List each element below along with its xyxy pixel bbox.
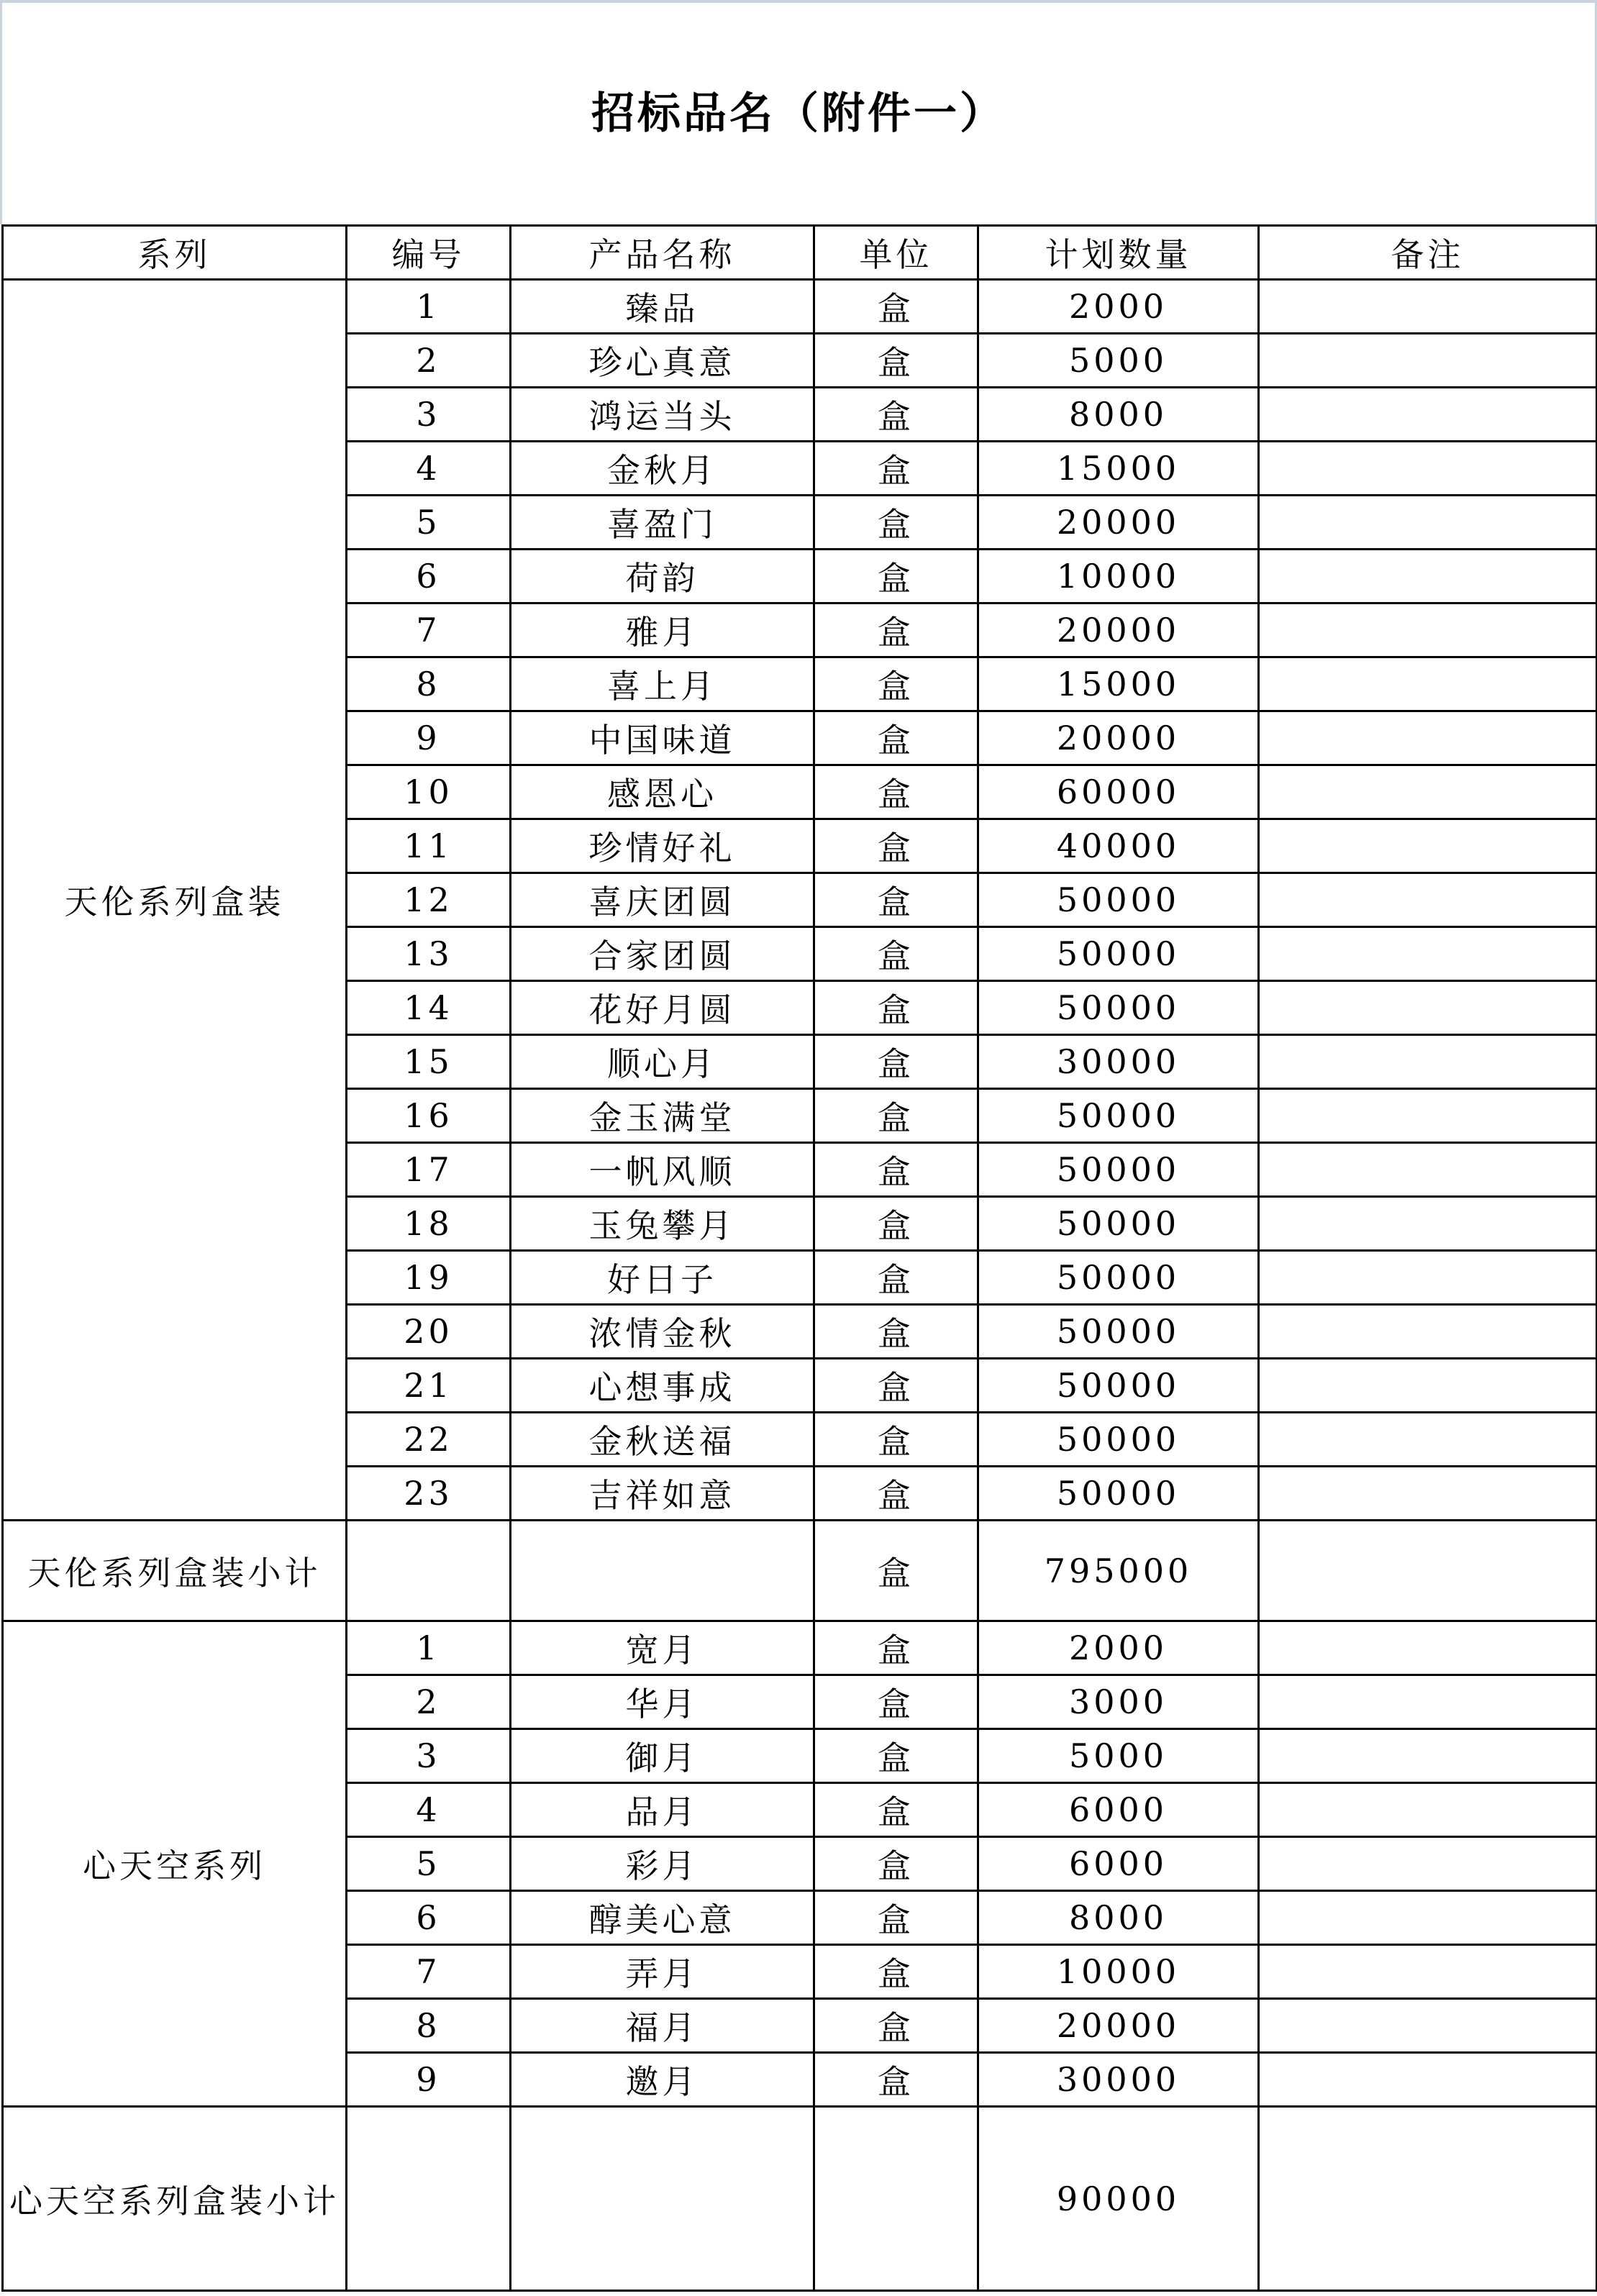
subtotal-name — [511, 2107, 814, 2291]
cell-no: 2 — [347, 1675, 511, 1729]
cell-no: 23 — [347, 1467, 511, 1521]
cell-unit: 盒 — [814, 873, 978, 927]
page-title: 招标品名（附件一） — [591, 88, 1006, 139]
cell-name: 珍心真意 — [511, 334, 814, 388]
cell-name: 心想事成 — [511, 1359, 814, 1413]
cell-qty: 10000 — [978, 1945, 1259, 1999]
cell-qty: 60000 — [978, 765, 1259, 819]
cell-note — [1259, 657, 1597, 711]
cell-name: 金秋月 — [511, 442, 814, 496]
cell-name: 合家团圆 — [511, 927, 814, 981]
subtotal-no — [347, 1521, 511, 1621]
cell-unit: 盒 — [814, 496, 978, 550]
cell-name: 金玉满堂 — [511, 1089, 814, 1143]
cell-no: 4 — [347, 442, 511, 496]
series-cell: 天伦系列盒装 — [3, 280, 347, 1521]
subtotal-label: 心天空系列盒装小计 — [3, 2107, 347, 2291]
cell-no: 13 — [347, 927, 511, 981]
cell-qty: 50000 — [978, 927, 1259, 981]
cell-name: 喜庆团圆 — [511, 873, 814, 927]
cell-unit: 盒 — [814, 1621, 978, 1675]
cell-no: 14 — [347, 981, 511, 1035]
cell-no: 16 — [347, 1089, 511, 1143]
header-unit: 单位 — [814, 226, 978, 280]
cell-name: 中国味道 — [511, 711, 814, 765]
cell-name: 臻品 — [511, 280, 814, 334]
cell-name: 御月 — [511, 1729, 814, 1783]
cell-no: 8 — [347, 657, 511, 711]
cell-no: 22 — [347, 1413, 511, 1467]
header-product-name: 产品名称 — [511, 226, 814, 280]
cell-qty: 20000 — [978, 711, 1259, 765]
cell-unit: 盒 — [814, 657, 978, 711]
cell-qty: 6000 — [978, 1837, 1259, 1891]
cell-no: 18 — [347, 1197, 511, 1251]
cell-name: 浓情金秋 — [511, 1305, 814, 1359]
header-series: 系列 — [3, 226, 347, 280]
cell-name: 顺心月 — [511, 1035, 814, 1089]
cell-qty: 5000 — [978, 1729, 1259, 1783]
cell-note — [1259, 711, 1597, 765]
cell-name: 彩月 — [511, 1837, 814, 1891]
cell-unit: 盒 — [814, 1359, 978, 1413]
cell-no: 5 — [347, 496, 511, 550]
cell-note — [1259, 1089, 1597, 1143]
cell-name: 华月 — [511, 1675, 814, 1729]
cell-qty: 2000 — [978, 1621, 1259, 1675]
cell-unit: 盒 — [814, 711, 978, 765]
cell-name: 醇美心意 — [511, 1891, 814, 1945]
cell-note — [1259, 1837, 1597, 1891]
cell-qty: 2000 — [978, 280, 1259, 334]
cell-note — [1259, 334, 1597, 388]
cell-qty: 40000 — [978, 819, 1259, 873]
cell-no: 12 — [347, 873, 511, 927]
cell-note — [1259, 388, 1597, 442]
cell-unit: 盒 — [814, 981, 978, 1035]
cell-unit: 盒 — [814, 334, 978, 388]
cell-note — [1259, 1467, 1597, 1521]
cell-qty: 20000 — [978, 496, 1259, 550]
cell-note — [1259, 927, 1597, 981]
cell-qty: 20000 — [978, 603, 1259, 657]
cell-note — [1259, 1999, 1597, 2053]
cell-unit: 盒 — [814, 1999, 978, 2053]
cell-name: 花好月圆 — [511, 981, 814, 1035]
cell-qty: 20000 — [978, 1999, 1259, 2053]
cell-note — [1259, 1251, 1597, 1305]
cell-name: 珍情好礼 — [511, 819, 814, 873]
cell-qty: 15000 — [978, 442, 1259, 496]
cell-qty: 8000 — [978, 388, 1259, 442]
cell-no: 9 — [347, 711, 511, 765]
cell-note — [1259, 1035, 1597, 1089]
cell-no: 7 — [347, 603, 511, 657]
cell-name: 好日子 — [511, 1251, 814, 1305]
cell-no: 3 — [347, 388, 511, 442]
cell-unit: 盒 — [814, 388, 978, 442]
cell-qty: 8000 — [978, 1891, 1259, 1945]
cell-qty: 50000 — [978, 1143, 1259, 1197]
cell-unit: 盒 — [814, 1413, 978, 1467]
cell-unit: 盒 — [814, 603, 978, 657]
cell-qty: 50000 — [978, 1305, 1259, 1359]
cell-no: 9 — [347, 2053, 511, 2107]
cell-name: 宽月 — [511, 1621, 814, 1675]
cell-unit: 盒 — [814, 1891, 978, 1945]
cell-unit: 盒 — [814, 280, 978, 334]
cell-name: 雅月 — [511, 603, 814, 657]
subtotal-no — [347, 2107, 511, 2291]
cell-note — [1259, 1359, 1597, 1413]
cell-qty: 50000 — [978, 1413, 1259, 1467]
cell-unit: 盒 — [814, 1675, 978, 1729]
cell-unit: 盒 — [814, 1251, 978, 1305]
cell-qty: 50000 — [978, 1197, 1259, 1251]
cell-unit: 盒 — [814, 1729, 978, 1783]
table-header-row — [3, 226, 1597, 280]
cell-note — [1259, 1197, 1597, 1251]
cell-note — [1259, 1675, 1597, 1729]
cell-unit: 盒 — [814, 1143, 978, 1197]
cell-no: 10 — [347, 765, 511, 819]
cell-unit: 盒 — [814, 1035, 978, 1089]
cell-no: 19 — [347, 1251, 511, 1305]
cell-note — [1259, 1729, 1597, 1783]
cell-name: 喜盈门 — [511, 496, 814, 550]
header-planned-quantity: 计划数量 — [978, 226, 1259, 280]
cell-unit: 盒 — [814, 1945, 978, 1999]
cell-note — [1259, 1945, 1597, 1999]
cell-unit: 盒 — [814, 1783, 978, 1837]
cell-no: 5 — [347, 1837, 511, 1891]
cell-unit: 盒 — [814, 550, 978, 603]
cell-note — [1259, 442, 1597, 496]
cell-qty: 50000 — [978, 1089, 1259, 1143]
subtotal-qty: 90000 — [978, 2107, 1259, 2291]
cell-name: 喜上月 — [511, 657, 814, 711]
subtotal-row — [3, 1521, 1597, 1621]
cell-note — [1259, 280, 1597, 334]
cell-qty: 15000 — [978, 657, 1259, 711]
cell-unit: 盒 — [814, 1467, 978, 1521]
cell-name: 品月 — [511, 1783, 814, 1837]
cell-name: 弄月 — [511, 1945, 814, 1999]
cell-note — [1259, 603, 1597, 657]
cell-name: 吉祥如意 — [511, 1467, 814, 1521]
cell-no: 6 — [347, 550, 511, 603]
cell-qty: 50000 — [978, 873, 1259, 927]
cell-no: 4 — [347, 1783, 511, 1837]
cell-unit: 盒 — [814, 442, 978, 496]
cell-name: 感恩心 — [511, 765, 814, 819]
subtotal-row — [3, 2107, 1597, 2291]
cell-qty: 50000 — [978, 1251, 1259, 1305]
cell-qty: 50000 — [978, 981, 1259, 1035]
cell-no: 17 — [347, 1143, 511, 1197]
cell-note — [1259, 1305, 1597, 1359]
cell-name: 玉兔攀月 — [511, 1197, 814, 1251]
cell-no: 3 — [347, 1729, 511, 1783]
cell-no: 2 — [347, 334, 511, 388]
cell-note — [1259, 496, 1597, 550]
subtotal-label: 天伦系列盒装小计 — [3, 1521, 347, 1621]
series-cell: 心天空系列 — [3, 1621, 347, 2107]
cell-no: 6 — [347, 1891, 511, 1945]
cell-qty: 30000 — [978, 2053, 1259, 2107]
bid-items-table — [1, 224, 1597, 2292]
cell-note — [1259, 1621, 1597, 1675]
cell-no: 8 — [347, 1999, 511, 2053]
table-body — [3, 280, 1597, 2291]
cell-qty: 50000 — [978, 1359, 1259, 1413]
subtotal-unit: 盒 — [814, 1521, 978, 1621]
cell-qty: 30000 — [978, 1035, 1259, 1089]
cell-unit: 盒 — [814, 819, 978, 873]
cell-name: 金秋送福 — [511, 1413, 814, 1467]
cell-note — [1259, 1413, 1597, 1467]
subtotal-unit — [814, 2107, 978, 2291]
header-remarks: 备注 — [1259, 226, 1597, 280]
cell-note — [1259, 550, 1597, 603]
cell-qty: 5000 — [978, 334, 1259, 388]
cell-unit: 盒 — [814, 927, 978, 981]
cell-no: 20 — [347, 1305, 511, 1359]
cell-qty: 10000 — [978, 550, 1259, 603]
cell-note — [1259, 819, 1597, 873]
cell-no: 11 — [347, 819, 511, 873]
cell-no: 21 — [347, 1359, 511, 1413]
cell-unit: 盒 — [814, 1089, 978, 1143]
cell-note — [1259, 1783, 1597, 1837]
cell-unit: 盒 — [814, 765, 978, 819]
cell-note — [1259, 1891, 1597, 1945]
cell-note — [1259, 981, 1597, 1035]
cell-note — [1259, 1143, 1597, 1197]
cell-note — [1259, 765, 1597, 819]
cell-no: 1 — [347, 280, 511, 334]
cell-note — [1259, 2053, 1597, 2107]
window-top-border — [0, 0, 1597, 3]
cell-note — [1259, 873, 1597, 927]
cell-unit: 盒 — [814, 1837, 978, 1891]
cell-name: 荷韵 — [511, 550, 814, 603]
header-number: 编号 — [347, 226, 511, 280]
cell-unit: 盒 — [814, 1305, 978, 1359]
cell-no: 15 — [347, 1035, 511, 1089]
subtotal-name — [511, 1521, 814, 1621]
subtotal-note — [1259, 2107, 1597, 2291]
subtotal-note — [1259, 1521, 1597, 1621]
cell-unit: 盒 — [814, 1197, 978, 1251]
cell-qty: 3000 — [978, 1675, 1259, 1729]
cell-name: 福月 — [511, 1999, 814, 2053]
cell-name: 鸿运当头 — [511, 388, 814, 442]
cell-no: 7 — [347, 1945, 511, 1999]
table-row — [3, 280, 1597, 334]
subtotal-qty: 795000 — [978, 1521, 1259, 1621]
cell-qty: 50000 — [978, 1467, 1259, 1521]
cell-no: 1 — [347, 1621, 511, 1675]
cell-name: 一帆风顺 — [511, 1143, 814, 1197]
cell-unit: 盒 — [814, 2053, 978, 2107]
cell-name: 邀月 — [511, 2053, 814, 2107]
table-row — [3, 1621, 1597, 1675]
cell-qty: 6000 — [978, 1783, 1259, 1837]
